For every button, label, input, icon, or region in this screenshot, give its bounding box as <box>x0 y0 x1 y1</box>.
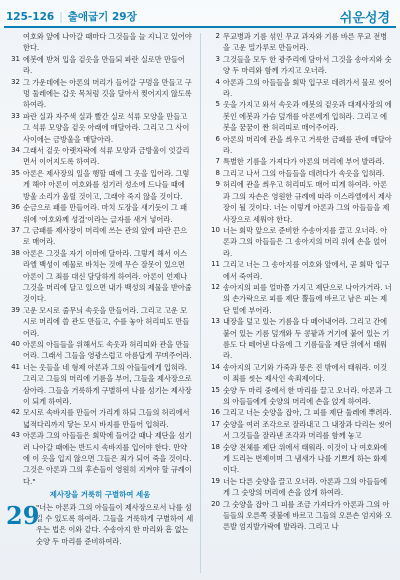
verse <box>6 430 194 487</box>
verse-number: 36 <box>11 203 20 212</box>
verse-text: 숫양을 여러 조각으로 잘라내고 그 내장과 다리는 씻어서 그것들을 잘라낸 조각과 머리를 함께 놓고 <box>223 419 392 441</box>
verse <box>206 134 392 157</box>
verse <box>6 77 194 111</box>
verse-number: 12 <box>211 282 220 291</box>
header-left <box>6 9 137 24</box>
header-separator: | <box>59 11 63 23</box>
verse <box>206 407 392 418</box>
verse-number: 17 <box>211 419 220 428</box>
verse <box>206 419 392 442</box>
verse-number: 9 <box>215 180 220 189</box>
book-chapter-title: 출애굽기 29장 <box>67 11 137 23</box>
verse-text: 고운 모시로 줄무늬 속옷을 만들어라. 그리고 고운 모시로 머리에 쓸 관도 만들고, 수를 놓아 허리띠도 만들어라. <box>23 305 190 338</box>
verse <box>6 202 194 225</box>
verse-number: 13 <box>211 317 220 326</box>
header-rule <box>4 26 396 28</box>
verse <box>206 31 392 54</box>
verse <box>206 499 392 533</box>
verse-number: 33 <box>11 111 20 120</box>
left-text-column <box>6 31 194 547</box>
verse-text: 아론의 머리에 관을 씌우고 거룩한 금패를 관에 매달아라. <box>223 134 392 156</box>
verse <box>206 442 392 476</box>
verse <box>206 225 392 259</box>
verse-number: 10 <box>211 225 220 234</box>
verse-number: 34 <box>11 146 20 155</box>
verse <box>206 316 392 362</box>
verse <box>6 168 194 202</box>
verse-text: 송아지의 고기와 가죽과 똥은 진 밖에서 태워라. 이것이 죄를 씻는 제사인 속죄제이다. <box>223 362 388 384</box>
verse-text: 에봇에 받쳐 입을 겉옷을 만들되 파란 실로만 만들어라. <box>23 54 185 76</box>
verse-text: 그리고 나서 그의 아들들을 데려다가 속옷을 입혀라. <box>223 168 385 178</box>
verse-text: 너는 옷들을 네 형제 아론과 그의 아들들에게 입혀라. 그리고 그들의 머리에 기름을 부어, 그들을 제사장으로 삼아라. 그들을 거룩하게 구별하여 나를 섬기는 제사장이 되게 하여라. <box>23 362 192 406</box>
verse-number: 31 <box>11 54 20 63</box>
verse-number: 16 <box>211 408 220 417</box>
verse-text: 아론의 아들들을 위해서도 속옷과 허리띠와 관을 만들어라. 그래서 그들을 영광스럽고 아름답게 꾸며주어라. <box>23 339 192 361</box>
verse <box>206 259 392 282</box>
verse-number: 8 <box>215 168 220 177</box>
verse-text: 너는 다른 숫양을 끌고 오너라. 아론과 그의 아들들에게 그 숫양의 머리에 손을 얹게 하여라. <box>223 476 388 498</box>
verse-continuation <box>6 31 194 54</box>
verse <box>206 362 392 385</box>
verse-text: 그리고 너는 그 송아지를 여호와 앞에서, 곧 회막 입구에서 죽여라. <box>223 260 390 281</box>
verse-number: 37 <box>11 225 20 234</box>
verse-number: 32 <box>11 77 20 86</box>
verse <box>6 225 194 248</box>
verse-number: 14 <box>211 362 220 371</box>
verse-text: 아론과 그의 아들들을 회막 입구로 데려가서 물로 씻어라. <box>223 77 392 99</box>
verse <box>206 54 392 77</box>
verse-number: 35 <box>11 168 20 177</box>
verse <box>206 282 392 316</box>
verse-number: 38 <box>11 248 20 257</box>
bible-version-title: 쉬운성경 <box>339 11 390 26</box>
verse-text: 아론과 그의 아들들은 회막에 들어갈 때나 제단을 섬기러 나아갈 때에는 반드시 속바지를 입어야 한다. 만약에 이 옷을 입지 않으면 그들은 죄가 되어 죽을 것이다. 그것은 아론과 그의 후손들이 영원히 지켜야 할 규례이다." <box>23 431 192 486</box>
verse <box>6 111 194 145</box>
verse <box>206 156 392 167</box>
verse-number: 2 <box>215 32 220 40</box>
verse-number: 6 <box>215 134 220 143</box>
chapter-number: 29 <box>6 500 40 530</box>
verse-text: 그 가운데에는 아론의 머리가 들어갈 구멍을 만들고 구멍 둘레에는 갑옷 목처럼 깃을 달아서 찢어지지 않도록 하여라. <box>23 77 192 110</box>
verse-number: 40 <box>11 339 20 348</box>
page-header <box>0 0 400 30</box>
verse <box>6 54 194 77</box>
verse <box>6 248 194 305</box>
verse-text: 모시로 속바지를 만들어 가리게 하되 그들의 허리에서 넓적다리까지 닿는 모시 바지를 만들어 입혀라. <box>23 408 190 429</box>
verse-text: 특별한 기름을 가져다가 아론의 머리에 부어 발라라. <box>223 157 385 167</box>
verse-text: 그것들을 모두 한 광주리에 담아서 그것을 송아지와 숫양 두 마리와 함께 가지고 오너라. <box>223 54 392 76</box>
verse-text: 내장을 덮고 있는 기름을 다 떼어내어라. 그리고 간에 붙어 있는 기름 덮개와 두 콩팥과 거기에 붙어 있는 기름도 다 떼어낸 다음에 그 기름들을 제단 위에서 태워라. <box>223 317 390 361</box>
column-divider <box>200 33 201 573</box>
verse-text: 순금으로 패를 만들어라. 마치 도장을 새기듯이 그 패 위에 '여호와께 성결'이라는 글자를 새겨 넣어라. <box>23 203 188 224</box>
verse-text: 파란 실과 자주색 실과 빨간 실로 석류 모양을 만들고 그 석류 모양을 겉옷 아래에 매달아라. 그리고 그 사이사이에는 금방울을 매달아라. <box>23 111 190 144</box>
verse-text: 무교병과 기름 섞인 무교 과자와 기름 바른 무교 전병을 고운 밀가루로 만들어라. <box>223 32 388 53</box>
verse-text: 송아지의 피를 얼마쯤 가지고 제단으로 나아가거라. 너의 손가락으로 피를 제단 뿔들에 바르고 남은 피는 제단 밑에 부어라. <box>223 282 392 315</box>
verse-text: 숫양 두 마리 중에서 한 마리를 끌고 오너라. 아론과 그의 아들들에게 숫양의 머리에 손을 얹게 하여라. <box>223 385 392 406</box>
verse-text: 그리고 너는 숫양을 잡아, 그 피를 제단 둘레에 뿌려라. <box>223 408 392 418</box>
verse-number: 11 <box>211 260 220 269</box>
verse-number: 3 <box>215 54 220 63</box>
verse-text: 숫양 전체를 제단 위에서 태워라. 이것이 나 여호와에게 드리는 번제이며 그 냄새가 나를 기쁘게 하는 화제이다. <box>223 442 388 475</box>
verse <box>206 168 392 179</box>
verse-number: 7 <box>215 157 220 166</box>
verse-number: 19 <box>211 476 220 485</box>
verse-text: 그 숫양을 잡아 그 피를 조금 가져다가 아론과 그의 아들들의 오른쪽 귓불에 바르고 그들의 오른손 엄지와 오른발 엄지발가락에 발라라. 그리고 나 <box>223 499 392 532</box>
verse-text: 여호와 앞에 나아갈 때마다 그것들을 늘 지니고 있어야 한다. <box>23 32 192 53</box>
verse-text: 그래서 겉옷 아랫자락에 석류 모양과 금방울이 엇갈리면서 이어지도록 하여라. <box>23 146 190 167</box>
verse-number: 42 <box>11 408 20 417</box>
verse-number: 41 <box>11 362 20 371</box>
verse <box>6 305 194 339</box>
verse-text: 그 금패를 제사장이 머리에 쓰는 관의 앞에 파란 끈으로 매어라. <box>23 225 188 247</box>
verse <box>6 362 194 408</box>
verse-text: "너는 아론과 그의 아들들이 제사장으로서 나를 섬길 수 있도록 하여라. 그들을 거룩하게 구별하여 세우는 법은 이와 같다. 수송아지 한 마리와 흠 없는 숫양 두 마리를 준비하여라. <box>36 502 194 546</box>
verse-text: 옷을 가지고 와서 속옷과 에봇의 겉옷과 대제사장의 에봇인 에봇과 가슴 덮개를 아론에게 입혀라. 그리고 에봇을 꿈꿈이 짠 허리띠로 매어주어라. <box>223 100 392 133</box>
verse-number: 5 <box>215 100 220 109</box>
verse-number: 39 <box>11 305 20 314</box>
verse-number: 18 <box>211 442 220 451</box>
right-text-column <box>206 31 392 533</box>
verse-number: 20 <box>211 499 220 508</box>
verse-text: 아론은 제사장의 일을 행할 때에 그 옷을 입어라. 그렇게 해야 아론이 여호와를 섬기러 성소에 드나들 때에 방울 소리가 울릴 것이고, 그래야 죽지 않을 것이다. <box>23 168 190 201</box>
section-heading: 제사장을 거룩히 구별하여 세움 <box>49 490 151 500</box>
verse-text: 아론은 그것을 자기 이마에 달아라. 그렇게 해서 이스라엘 백성이 예물로 바치는 것에 무슨 잘못이 있으면 아론이 그 죄를 대신 담당하게 하여라. 아론이 언제나 그것을 머리에 달고 있으면 내가 백성의 제물을 받아줄 것이다. <box>23 248 192 304</box>
chapter-start <box>6 502 194 548</box>
verse-number: 4 <box>215 77 220 86</box>
verse-text: 허리에 관을 씌우고 허리띠도 매어 띠게 하여라. 아론과 그의 자손은 영원한 규례에 따라 이스라엘에서 제사장이 될 것이다. 너는 이렇게 아론과 그의 아들들을 제사장으로 세워야 한다. <box>223 180 392 224</box>
verse <box>206 476 392 499</box>
verse-number: 15 <box>211 385 220 394</box>
verse <box>6 407 194 430</box>
page-numbers: 125-126 <box>6 11 55 23</box>
verse <box>206 99 392 133</box>
verse <box>6 339 194 362</box>
verse <box>206 385 392 408</box>
verse <box>206 77 392 100</box>
verse <box>6 145 194 168</box>
verse <box>206 179 392 225</box>
verse-text: 너는 회막 앞으로 준비한 수송아지를 끌고 오너라. 아론과 그의 아들들은 그 송아지의 머리 위에 손을 얹어라. <box>223 225 388 258</box>
verse-number: 43 <box>11 431 20 440</box>
